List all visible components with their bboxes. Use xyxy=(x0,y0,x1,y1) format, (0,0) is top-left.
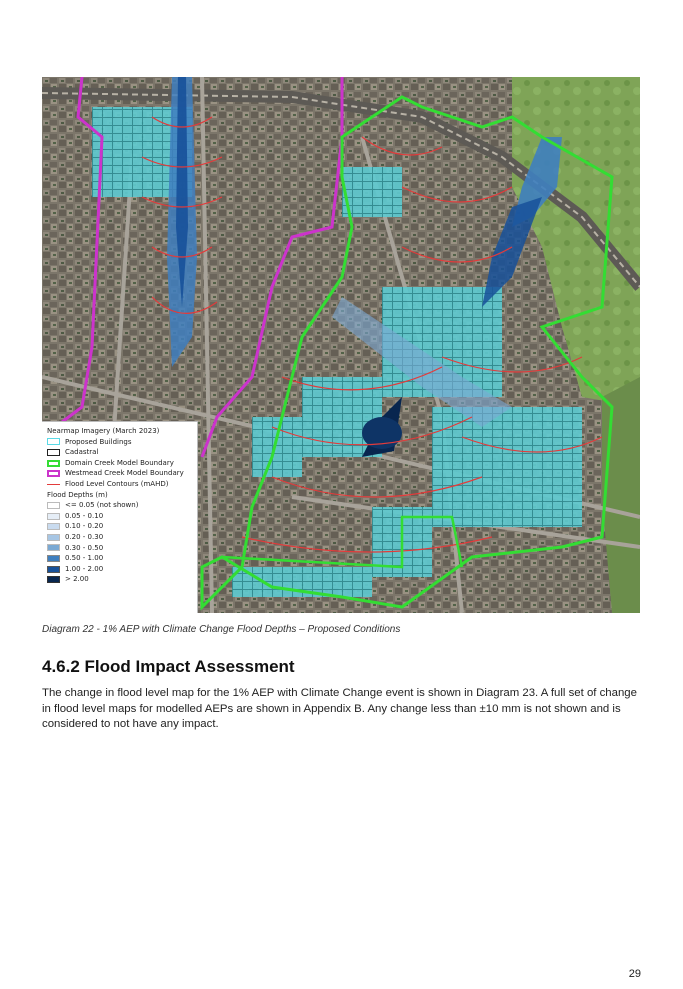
westmead-boundary-swatch xyxy=(47,470,60,477)
legend-depth-0 xyxy=(47,500,192,511)
legend-label: Flood Level Contours (mAHD) xyxy=(65,479,169,488)
figure-caption: Diagram 22 - 1% AEP with Climate Change Flood Depths – Proposed Conditions xyxy=(42,624,401,635)
legend-item-domain-boundary xyxy=(47,458,192,469)
legend-label: > 2.00 xyxy=(65,575,89,584)
legend-depth-3 xyxy=(47,532,192,543)
depth-swatch xyxy=(47,534,60,541)
legend-label: <= 0.05 (not shown) xyxy=(65,501,139,510)
depth-swatch xyxy=(47,566,60,573)
legend-depth-6 xyxy=(47,564,192,575)
legend-depth-2 xyxy=(47,521,192,532)
legend-label: Proposed Buildings xyxy=(65,437,132,446)
depth-swatch xyxy=(47,523,60,530)
legend-depth-7 xyxy=(47,574,192,585)
flood-contour-line-swatch xyxy=(47,484,60,486)
legend-label: 0.10 - 0.20 xyxy=(65,522,104,531)
cadastral-swatch xyxy=(47,449,60,456)
legend-depths-title: Flood Depths (m) xyxy=(47,490,108,499)
legend-label: Domain Creek Model Boundary xyxy=(65,458,174,467)
domain-boundary-swatch xyxy=(47,460,60,467)
flood-depth-map xyxy=(42,77,640,613)
legend-item-cadastral xyxy=(47,447,192,458)
legend-item-flood-contours xyxy=(47,479,192,490)
depth-swatch xyxy=(47,544,60,551)
body-paragraph: The change in flood level map for the 1% AEP with Climate Change event is shown in Diagram 23. A full set of change in flood level maps for modelled AEPs are shown in Appendix B. Any change less than ±10 mm is not shown and is considered to not have any impact. xyxy=(42,687,637,731)
page-number: 29 xyxy=(628,968,641,980)
legend-imagery-title: Nearmap Imagery (March 2023) xyxy=(47,427,160,435)
legend-label: 0.20 - 0.30 xyxy=(65,532,104,541)
depth-swatch xyxy=(47,502,60,509)
legend-label: 0.50 - 1.00 xyxy=(65,554,104,563)
proposed-buildings-swatch xyxy=(47,438,60,445)
legend-label: 1.00 - 2.00 xyxy=(65,564,104,573)
legend-item-westmead-boundary xyxy=(47,468,192,479)
depth-swatch xyxy=(47,555,60,562)
legend-label: Cadastral xyxy=(65,448,99,457)
legend-depth-4 xyxy=(47,543,192,554)
depth-swatch xyxy=(47,576,60,583)
legend-label: 0.05 - 0.10 xyxy=(65,511,104,520)
depth-swatch xyxy=(47,513,60,520)
legend-depth-1 xyxy=(47,511,192,522)
map-legend xyxy=(42,421,198,613)
legend-label: Westmead Creek Model Boundary xyxy=(65,469,184,478)
legend-label: 0.30 - 0.50 xyxy=(65,543,104,552)
legend-depth-5 xyxy=(47,553,192,564)
legend-item-proposed-buildings xyxy=(47,437,192,448)
section-heading: 4.6.2 Flood Impact Assessment xyxy=(42,657,295,676)
